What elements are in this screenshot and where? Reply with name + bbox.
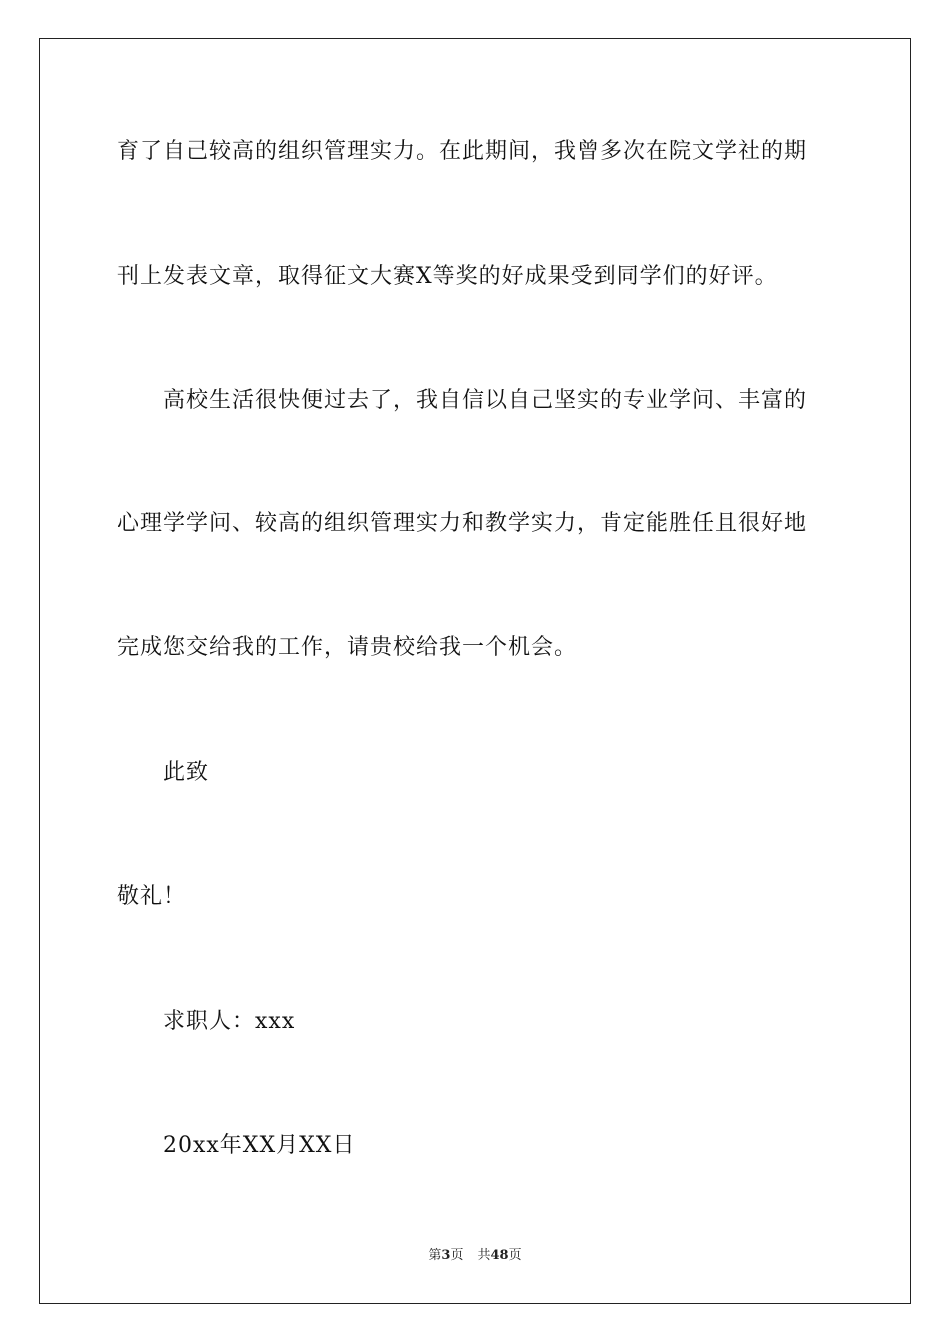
footer-page-prefix: 第 xyxy=(428,1248,442,1263)
footer-page-suffix: 页 xyxy=(450,1248,464,1263)
salutation-cizhi: 此致 xyxy=(163,760,210,785)
footer-total-pages: 48 xyxy=(490,1248,509,1263)
body-line-2: 刊上发表文章，取得征文大赛X等奖的好成果受到同学们的好评。 xyxy=(117,264,778,289)
applicant-signature: 求职人：xxx xyxy=(163,1009,296,1034)
date-line: 20xx年XX月XX日 xyxy=(163,1133,356,1158)
page-border xyxy=(39,38,911,1304)
footer-page-number: 3 xyxy=(441,1248,451,1263)
footer-total-prefix: 共 xyxy=(477,1248,491,1263)
body-line-4: 心理学学问、较高的组织管理实力和教学实力，肯定能胜任且很好地 xyxy=(117,511,808,536)
footer-total-suffix: 页 xyxy=(508,1248,522,1263)
body-line-1: 育了自己较高的组织管理实力。在此期间，我曾多次在院文学社的期 xyxy=(117,139,808,164)
salutation-jingli: 敬礼！ xyxy=(117,884,187,909)
body-line-5: 完成您交给我的工作，请贵校给我一个机会。 xyxy=(117,635,578,660)
page-footer xyxy=(0,1247,950,1265)
body-line-3: 高校生活很快便过去了，我自信以自己坚实的专业学问、丰富的 xyxy=(163,388,808,413)
